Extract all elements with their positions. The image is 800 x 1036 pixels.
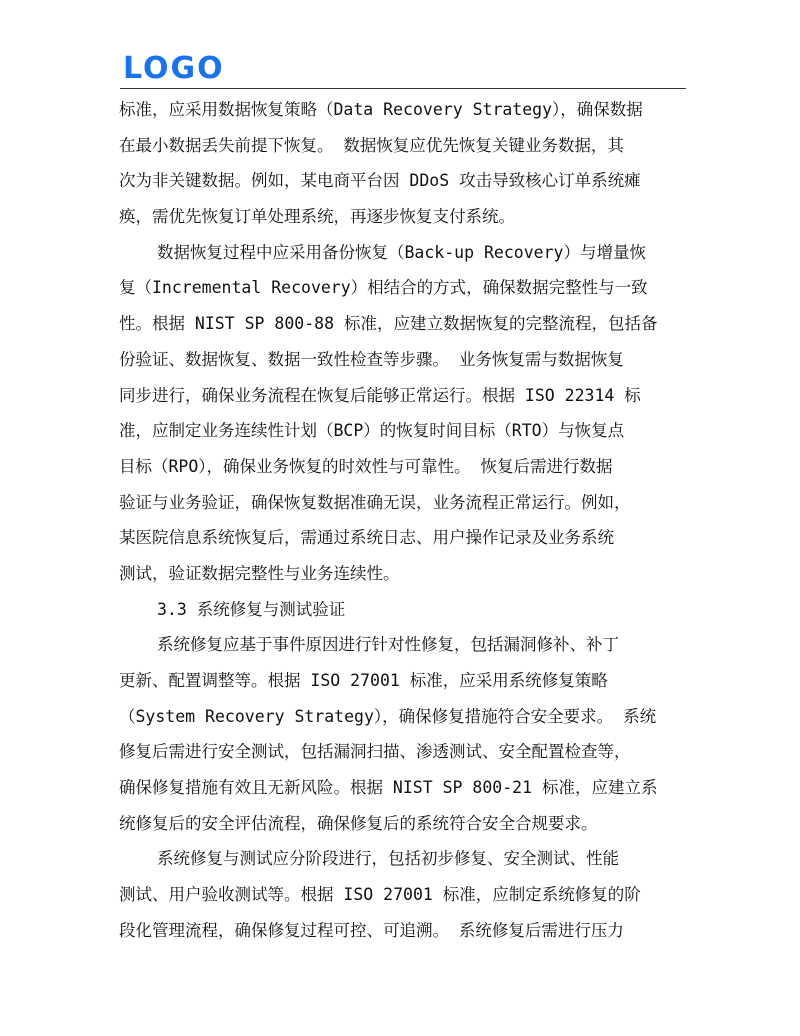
text-line: 性。根据 NIST SP 800-88 标准，应建立数据恢复的完整流程，包括备 — [119, 314, 658, 334]
text-line: 目标（RPO），确保业务恢复的时效性与可靠性。 恢复后需进行数据 — [119, 456, 613, 476]
text-line: 验证与业务验证，确保恢复数据准确无误，业务流程正常运行。例如， — [119, 492, 631, 512]
text-line: 标准，应采用数据恢复策略（Data Recovery Strategy），确保数据 — [119, 100, 643, 119]
text-line: 某医院信息系统恢复后，需通过系统日志、用户操作记录及业务系统 — [119, 528, 614, 548]
text-line: 系统修复应基于事件原因进行针对性修复，包括漏洞修补、补丁 — [157, 635, 619, 655]
document-body — [119, 92, 685, 949]
logo: LOGO — [123, 51, 225, 86]
text-line: 次为非关键数据。例如，某电商平台因 DDoS 攻击导致核心订单系统瘫 — [119, 171, 641, 191]
text-line: 系统修复与测试应分阶段进行，包括初步修复、安全测试、性能 — [157, 849, 619, 869]
text-line: 同步进行，确保业务流程在恢复后能够正常运行。根据 ISO 22314 标 — [119, 385, 641, 405]
text-line: 段化管理流程，确保修复过程可控、可追溯。 系统修复后需进行压力 — [119, 920, 624, 940]
text-line: 确保修复措施有效且无新风险。根据 NIST SP 800-21 标准，应建立系 — [119, 778, 658, 798]
text-line: 准，应制定业务连续性计划（BCP）的恢复时间目标（RTO）与恢复点 — [119, 421, 625, 441]
text-line: 修复后需进行安全测试，包括漏洞扫描、渗透测试、安全配置检查等， — [119, 742, 631, 762]
text-line: 复（Incremental Recovery）相结合的方式，确保数据完整性与一致 — [119, 278, 648, 298]
text-line: 更新、配置调整等。根据 ISO 27001 标准，应采用系统修复策略 — [119, 671, 608, 690]
text-line: 测试，验证数据完整性与业务连续性。 — [119, 563, 400, 583]
text-line: 在最小数据丢失前提下恢复。 数据恢复应优先恢复关键业务数据，其 — [119, 135, 624, 155]
text-line: 痪，需优先恢复订单处理系统，再逐步恢复支付系统。 — [119, 207, 515, 227]
text-line: （System Recovery Strategy），确保修复措施符合安全要求。 系统 — [119, 706, 657, 726]
section-heading: 3.3 系统修复与测试验证 — [157, 599, 346, 619]
text-line: 测试、用户验收测试等。根据 ISO 27001 标准，应制定系统修复的阶 — [119, 885, 641, 905]
page-header — [120, 52, 686, 89]
text-line: 统修复后的安全评估流程，确保修复后的系统符合安全合规要求。 — [119, 813, 598, 833]
text-line: 份验证、数据恢复、数据一致性检查等步骤。 业务恢复需与数据恢复 — [119, 349, 624, 369]
text-line: 数据恢复过程中应采用备份恢复（Back-up Recovery）与增量恢 — [157, 242, 646, 262]
